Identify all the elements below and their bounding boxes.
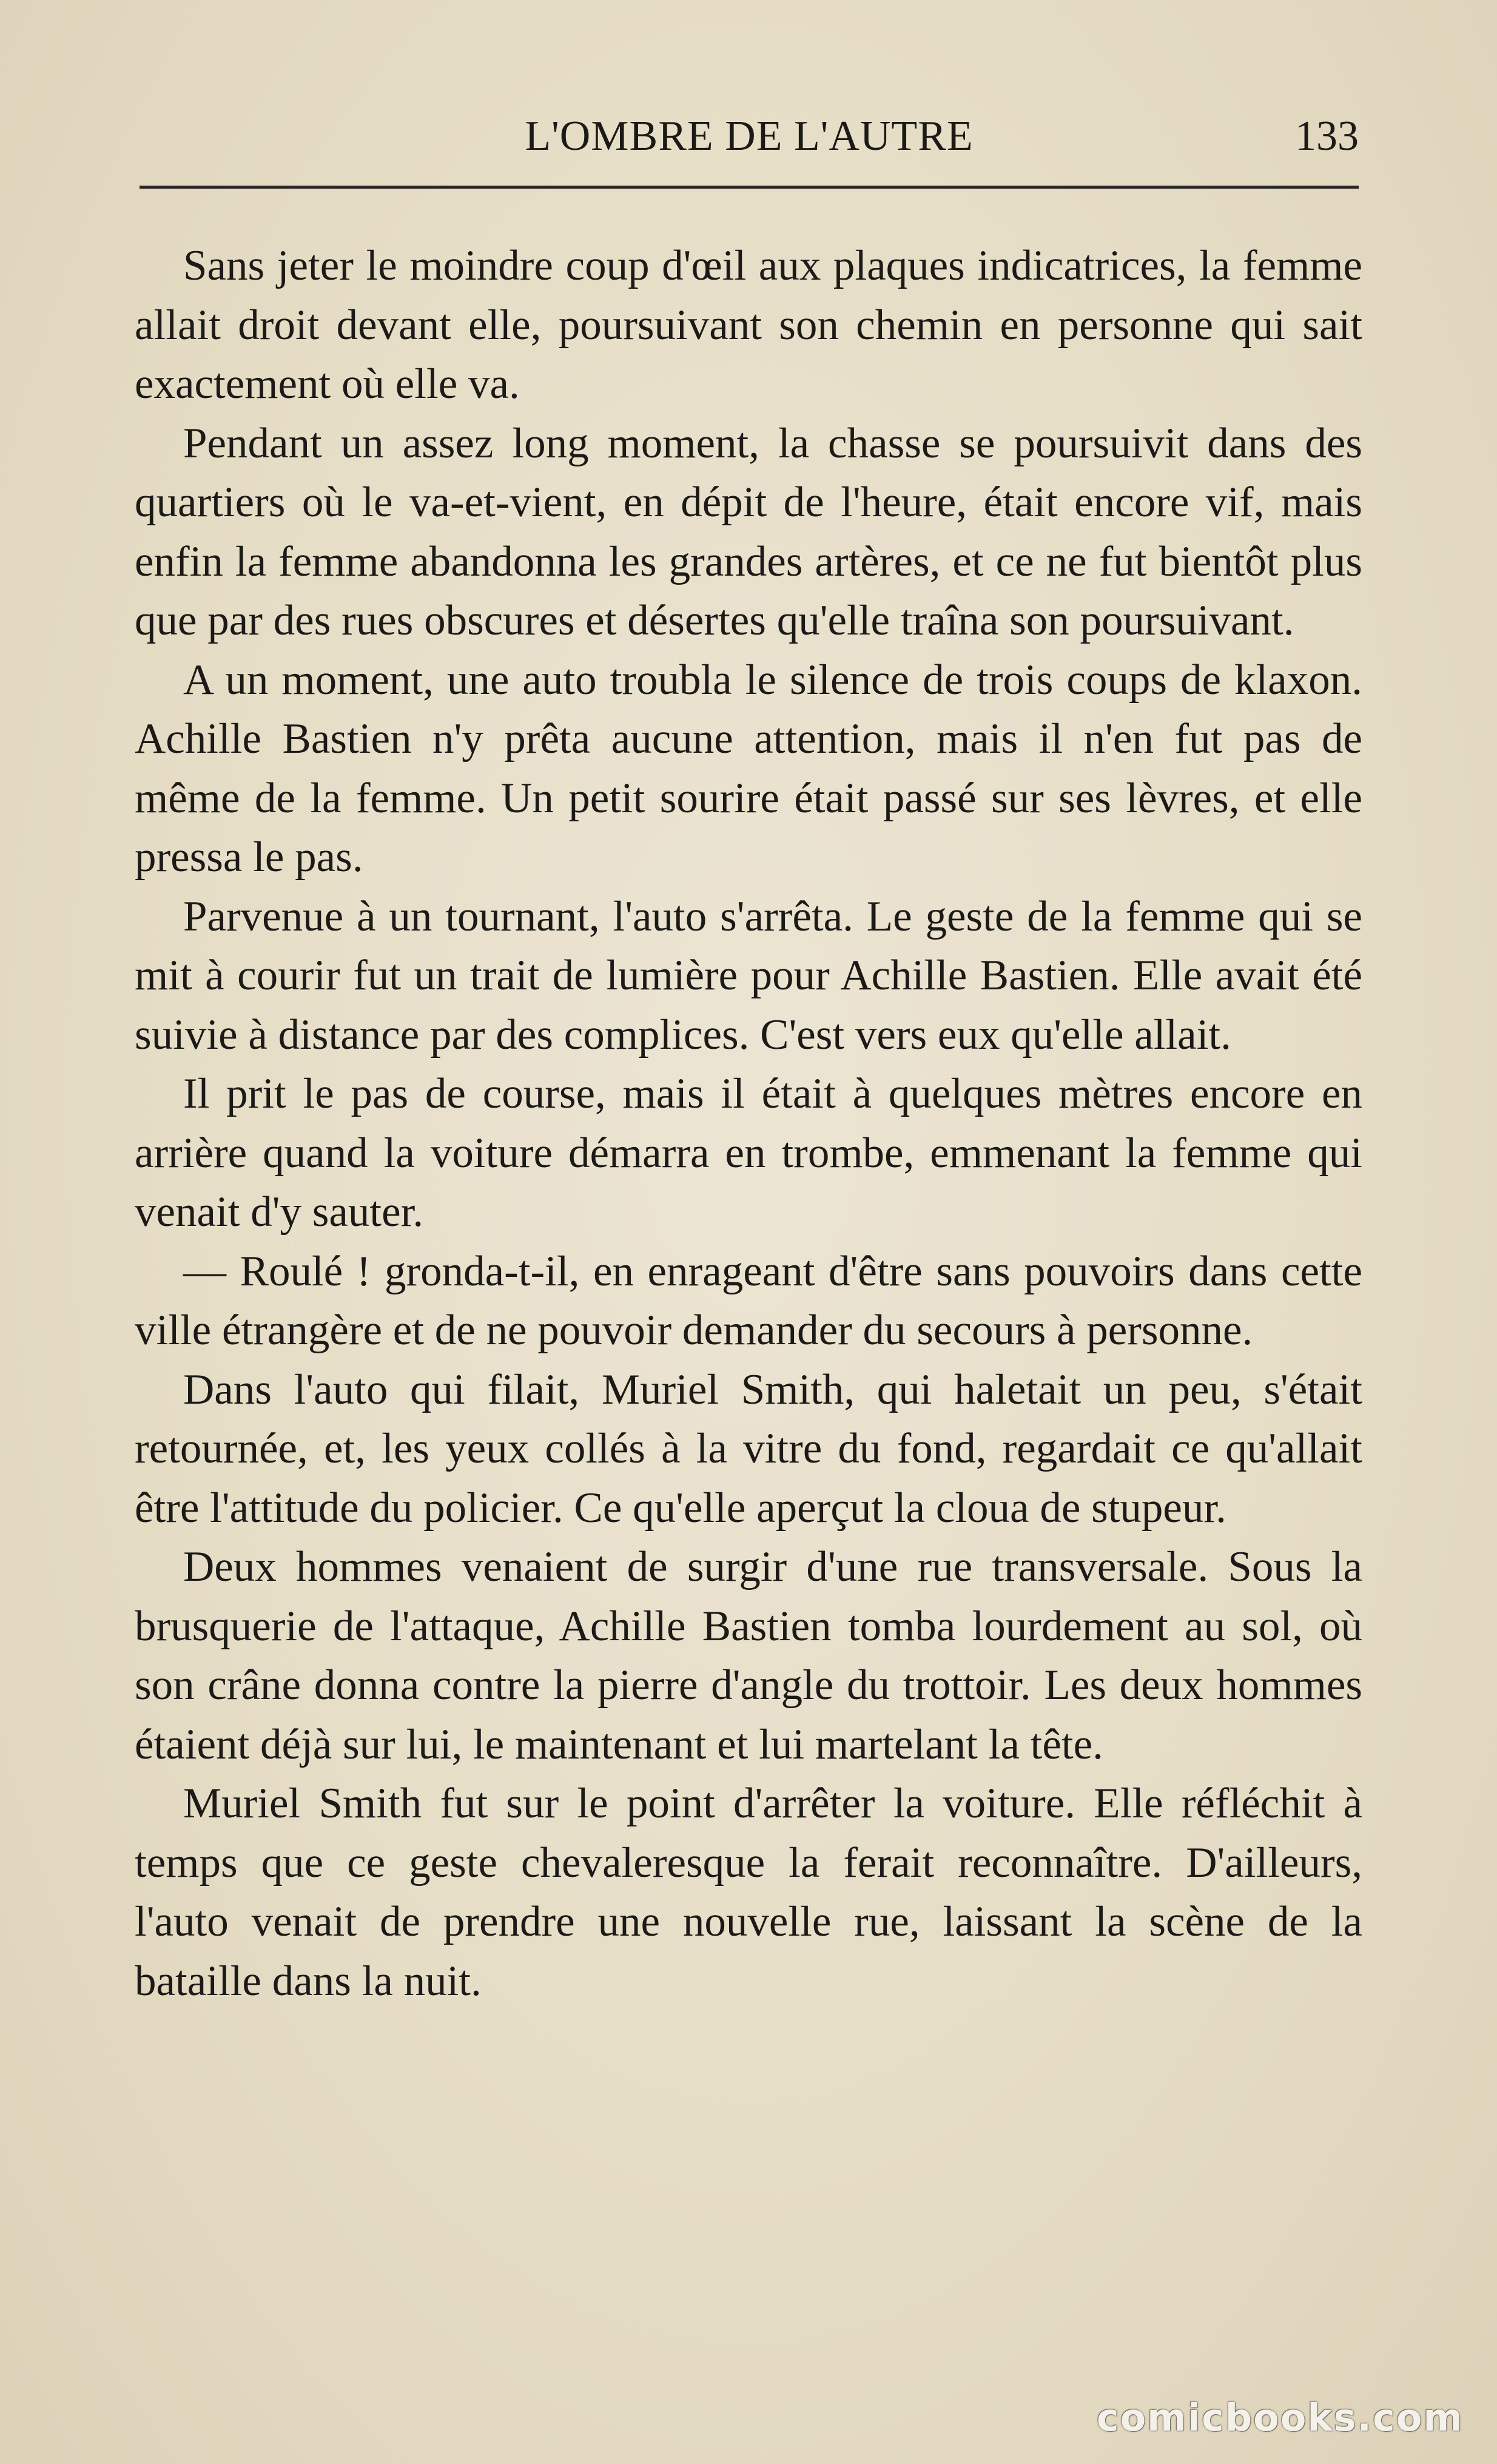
paragraph: Il prit le pas de course, mais il était à quelques mètres encore en arrière quand la voiture démarra en trombe, emmenant la femme qui venait d'y sauter. — [135, 1070, 1362, 1236]
paragraph: Muriel Smith fut sur le point d'arrêter la voiture. Elle réfléchit à temps que ce geste chevaleresque la ferait reconnaître. D'ailleurs, l'auto venait de prendre une nouvelle rue, laissant la scène de la bataille dans la nuit. — [135, 1780, 1362, 2005]
watermark: comicbooks.com — [1096, 2395, 1464, 2440]
paragraph: A un moment, une auto troubla le silence de trois coups de klaxon. Achille Bastien n'y prêta aucune attention, mais il n'en fut pas de même de la femme. Un petit sourire était passé sur ses lèvres, et elle pressa le pas. — [135, 656, 1362, 881]
paragraph: Dans l'auto qui filait, Muriel Smith, qui haletait un peu, s'était retournée, et, les yeux collés à la vitre du fond, regardait ce qu'allait être l'attitude du policier. Ce qu'elle aperçut la cloua de stupeur. — [135, 1365, 1362, 1532]
paragraph: — Roulé ! gronda-t-il, en enrageant d'être sans pouvoirs dans cette ville étrangère et de ne pouvoir demander du secours à personne. — [135, 1247, 1362, 1354]
page-header — [140, 103, 1359, 176]
paragraph: Parvenue à un tournant, l'auto s'arrêta. Le geste de la femme qui se mit à courir fut un trait de lumière pour Achille Bastien. Elle avait été suivie à distance par des complices. C'est vers eux qu'elle allait. — [135, 892, 1362, 1059]
page-number: 133 — [1295, 113, 1359, 160]
paragraph: Deux hommes venaient de surgir d'une rue transversale. Sous la brusquerie de l'attaque, Achille Bastien tomba lourdement au sol, où son crâne donna contre la pierre d'angle du trottoir. Les deux hommes étaient déjà sur lui, le maintenant et lui martelant la tête. — [135, 1543, 1362, 1768]
body-text — [135, 237, 1362, 2011]
paragraph: Sans jeter le moindre coup d'œil aux plaques indicatrices, la femme allait droit devant elle, poursuivant son chemin en personne qui sait exactement où elle va. — [135, 242, 1362, 408]
running-title: L'OMBRE DE L'AUTRE — [525, 113, 974, 160]
header-rule — [140, 186, 1359, 189]
paragraph: Pendant un assez long moment, la chasse se poursuivit dans des quartiers où le va-et-vient, en dépit de l'heure, était encore vif, mais enfin la femme abandonna les grandes artères, et ce ne fut bientôt plus que par des rues obscures et désertes qu'elle traîna son poursuivant. — [135, 419, 1362, 644]
